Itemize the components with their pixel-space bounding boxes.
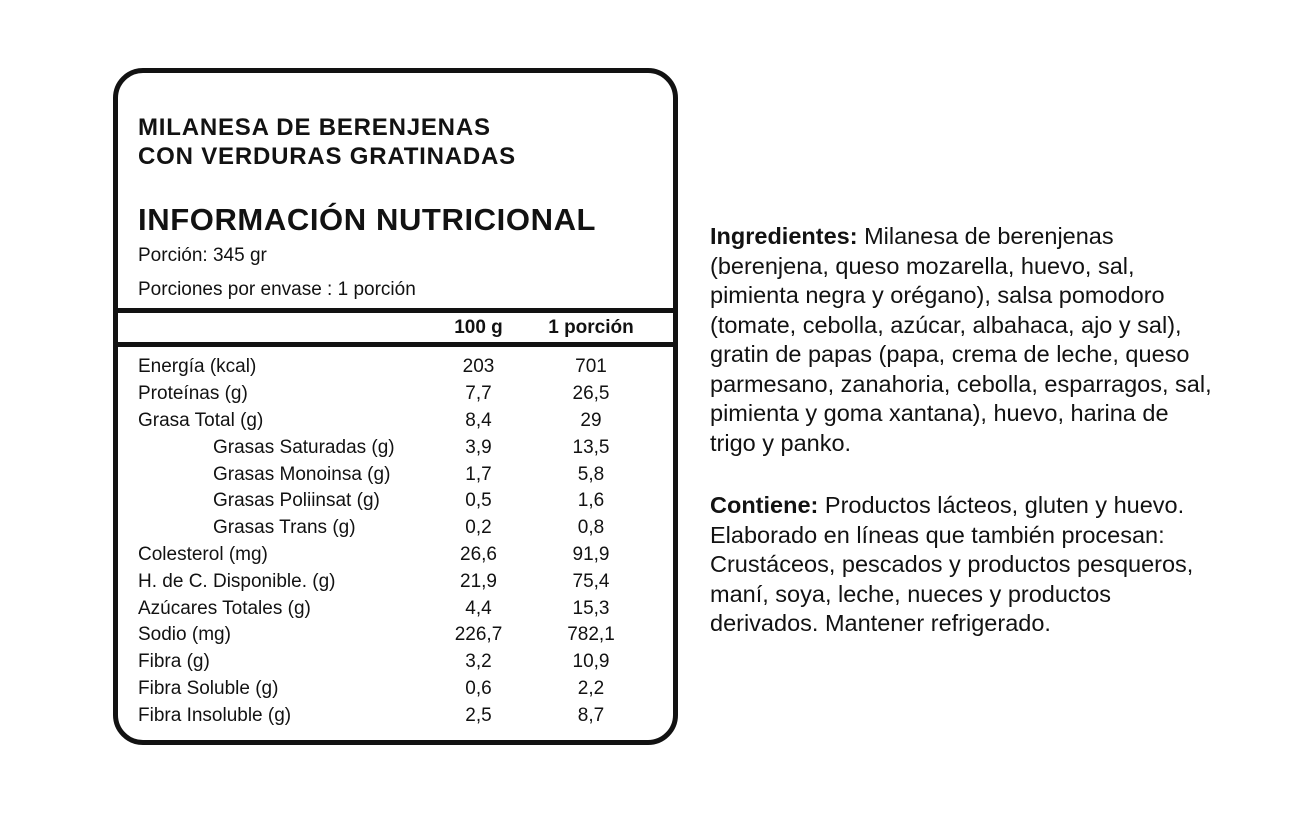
value-per-100g: 4,4 (465, 597, 492, 619)
value-per-100g: 21,9 (460, 570, 497, 592)
table-row (138, 488, 653, 515)
value-per-100g: 2,5 (465, 704, 492, 726)
value-per-100g: 3,9 (465, 436, 492, 458)
contains-text: Productos lácteos, gluten y huevo. Elaborado en líneas que también procesan: Crustáceos, pescados y productos pesqueros, maní, soya, leche, nueces y productos derivados. Mantener refrigerado. (710, 492, 1194, 636)
value-per-portion: 5,8 (577, 463, 605, 485)
value-per-portion: 75,4 (572, 570, 610, 592)
table-row (138, 434, 653, 461)
nutrient-name: Grasas Saturadas (g) (213, 436, 395, 458)
value-per-100g: 26,6 (460, 543, 497, 565)
value-per-portion: 91,9 (572, 543, 610, 565)
value-per-portion: 26,5 (572, 383, 610, 405)
nutrient-name: Proteínas (g) (138, 383, 248, 405)
nutrition-label-box (113, 68, 678, 745)
side-text-panel (710, 222, 1215, 639)
nutrient-name: Fibra Insoluble (g) (138, 704, 292, 726)
value-per-portion: 8,7 (577, 704, 605, 726)
table-row (138, 408, 653, 435)
table-row (138, 354, 653, 381)
nutrient-name: Azúcares Totales (g) (138, 597, 311, 619)
column-header-100g: 100 g (454, 316, 503, 338)
product-title-line2: CON VERDURAS GRATINADAS (138, 143, 516, 170)
nutrition-table-body (138, 354, 653, 729)
contains-paragraph (710, 491, 1215, 639)
value-per-portion: 10,9 (572, 651, 610, 673)
value-per-portion: 2,2 (577, 677, 605, 699)
table-row (138, 381, 653, 408)
product-title (138, 73, 653, 171)
value-per-100g: 226,7 (454, 624, 503, 646)
value-per-100g: 203 (462, 356, 495, 378)
nutrient-name: H. de C. Disponible. (g) (138, 570, 336, 592)
nutrient-name: Energía (kcal) (138, 356, 257, 378)
value-per-100g: 0,6 (465, 677, 492, 699)
table-row (138, 568, 653, 595)
column-header-portion: 1 porción (548, 316, 634, 338)
table-row (138, 515, 653, 542)
nutrition-info-heading: INFORMACIÓN NUTRICIONAL (138, 202, 597, 237)
ingredients-label: Ingredientes: (710, 223, 858, 249)
value-per-portion: 15,3 (572, 597, 610, 619)
nutrient-name: Fibra Soluble (g) (138, 677, 279, 699)
table-row (138, 676, 653, 703)
value-per-portion: 29 (580, 409, 602, 431)
nutrient-name: Colesterol (mg) (138, 543, 268, 565)
value-per-portion: 782,1 (567, 624, 615, 646)
value-per-portion: 1,6 (577, 490, 605, 512)
table-row (138, 595, 653, 622)
table-header-row (138, 313, 653, 342)
portion-size: Porción: 345 gr (138, 245, 267, 266)
table-row (138, 622, 653, 649)
value-per-portion: 0,8 (577, 517, 605, 539)
contains-label: Contiene: (710, 492, 819, 518)
value-per-100g: 1,7 (465, 463, 492, 485)
divider-header-rule (118, 342, 673, 347)
value-per-100g: 8,4 (465, 409, 492, 431)
nutrient-name: Grasas Poliinsat (g) (213, 490, 380, 512)
table-row (138, 649, 653, 676)
table-row (138, 461, 653, 488)
nutrient-name: Grasa Total (g) (138, 409, 264, 431)
portions-per-package: Porciones por envase : 1 porción (138, 279, 416, 300)
nutrient-name: Grasas Monoinsa (g) (213, 463, 391, 485)
value-per-portion: 701 (575, 356, 607, 378)
value-per-100g: 3,2 (465, 651, 492, 673)
value-per-100g: 0,5 (465, 490, 492, 512)
ingredients-paragraph (710, 222, 1215, 458)
nutrient-name: Sodio (mg) (138, 624, 231, 646)
value-per-100g: 0,2 (465, 517, 492, 539)
value-per-portion: 13,5 (572, 436, 610, 458)
product-title-line1: MILANESA DE BERENJENAS (138, 114, 491, 141)
table-row (138, 542, 653, 569)
nutrient-name: Fibra (g) (138, 651, 210, 673)
ingredients-text: Milanesa de berenjenas (berenjena, queso mozarella, huevo, sal, pimienta negra y orégano), salsa pomodoro (tomate, cebolla, azúcar, albahaca, ajo y sal), gratin de papas (papa, crema de leche, queso parmesano, zanahoria, cebolla, esparragos, sal, pimienta y goma xantana), huevo, harina de trigo y panko. (710, 223, 1212, 456)
value-per-100g: 7,7 (465, 383, 492, 405)
nutrient-name: Grasas Trans (g) (213, 517, 356, 539)
table-row (138, 702, 653, 729)
